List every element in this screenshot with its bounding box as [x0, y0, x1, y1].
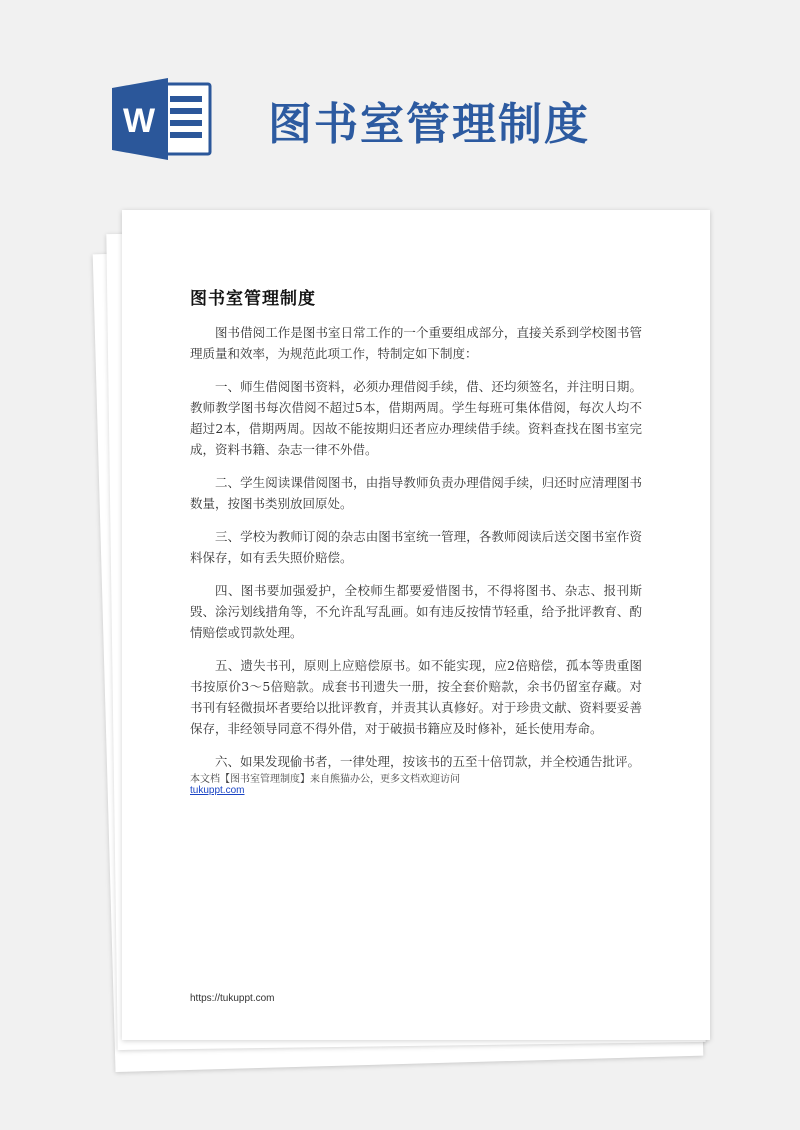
paragraph-rule-1: 一、师生借阅图书资料，必须办理借阅手续，借、还均须签名，并注明日期。教师教学图书每次借阅不超过5本，借期两周。学生每班可集体借阅，每次人均不超过2本，借期两周。因故不能按期归还者应办理续借手续。资料查找在图书室完成，资料书籍、杂志一律不外借。 — [190, 379, 642, 457]
word-logo-letter: W — [122, 102, 156, 140]
paragraph-rule-2: 二、学生阅读课借阅图书，由指导教师负责办理借阅手续，归还时应清理图书数量，按图书类别放回原处。 — [190, 475, 642, 511]
paragraph-rule-5: 五、遗失书刊，原则上应赔偿原书。如不能实现，应2倍赔偿，孤本等贵重图书按原价3～5倍赔款。成套书刊遗失一册，按全套价赔款，余书仍留室存藏。对书刊有轻微损坏者要给以批评教育，并责其认真修好。对于珍贵文献、资料要妥善保存，非经领导同意不得外借，对于破损书籍应及时修补，延长使用寿命。 — [190, 658, 642, 736]
source-link[interactable]: tukuppt.com — [190, 785, 245, 796]
word-logo-icon — [112, 78, 212, 160]
header-title: 图书室管理制度 — [268, 99, 590, 150]
paragraph-rule-6: 六、如果发现偷书者，一律处理，按该书的五至十倍罚款，并全校通告批评。 — [215, 754, 641, 769]
document-body — [190, 322, 642, 784]
paragraph-rule-4: 四、图书要加强爱护，全校师生都要爱惜图书，不得将图书、杂志、报刊斯毁、涂污划线措角等，不允许乱写乱画。如有违反按情节轻重，给予批评教育、酌情赔偿或罚款处理。 — [190, 583, 642, 640]
source-note: 本文档【图书室管理制度】来自熊猫办公，更多文档欢迎访问 — [190, 774, 460, 785]
paragraph-intro: 图书借阅工作是图书室日常工作的一个重要组成部分，直接关系到学校图书管理质量和效率，为规范此项工作，特制定如下制度： — [190, 325, 642, 361]
document-title: 图书室管理制度 — [190, 289, 316, 309]
bottom-url[interactable]: https://tukuppt.com — [190, 993, 275, 1004]
paragraph-rule-3: 三、学校为教师订阅的杂志由图书室统一管理，各教师阅读后送交图书室作资料保存，如有丢失照价赔偿。 — [190, 529, 642, 565]
